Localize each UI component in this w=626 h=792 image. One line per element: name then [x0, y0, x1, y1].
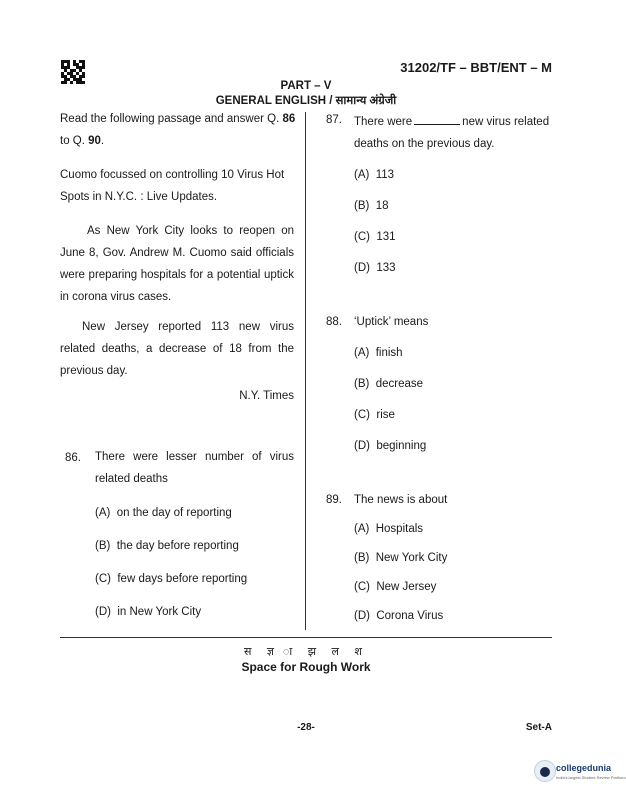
question-86-option-b[interactable]: (B) the day before reporting: [95, 540, 239, 552]
rough-work-hindi: स ज्ञ ा झ ल श: [244, 645, 368, 658]
question-87-option-a[interactable]: (A) 113: [354, 169, 395, 181]
question-88-number: 88.: [326, 316, 342, 328]
question-89-option-d[interactable]: (D) Corona Virus: [354, 610, 444, 622]
passage-paragraph-1: As New York City looks to reopen on June 8, Gov. Andrew M. Cuomo said officials were preparing hospitals for a potential uptick in corona virus cases.: [60, 225, 294, 303]
question-88-option-b[interactable]: (B) decrease: [354, 378, 424, 390]
passage-headline: Cuomo focussed on controlling 10 Virus Hot Spots in N.Y.C. : Live Updates.: [60, 169, 285, 203]
question-88-option-d[interactable]: (D) beginning: [354, 440, 427, 452]
question-86-text: There were lesser number of virus related deaths: [95, 451, 294, 485]
question-88-text: ‘Uptick’ means: [354, 316, 429, 328]
paper-code: 31202/TF – BBT/ENT – M: [400, 60, 552, 75]
question-86-option-c[interactable]: (C) few days before reporting: [95, 573, 248, 585]
question-86-option-a[interactable]: (A) on the day of reporting: [95, 507, 232, 519]
logo-brand: collegedunia: [556, 763, 612, 773]
question-89-option-c[interactable]: (C) New Jersey: [354, 581, 437, 593]
rough-work-divider: [60, 637, 552, 638]
question-87-text-line2: deaths on the previous day.: [354, 138, 495, 150]
question-87-option-b[interactable]: (B) 18: [354, 200, 389, 212]
question-89-text: The news is about: [354, 494, 448, 506]
question-86-number: 86.: [65, 452, 81, 464]
question-89-number: 89.: [326, 494, 342, 506]
section-title: GENERAL ENGLISH / सामान्य अंग्रेजी: [215, 95, 397, 107]
rough-work-label: Space for Rough Work: [241, 660, 371, 674]
passage-source: N.Y. Times: [239, 390, 294, 402]
question-88-option-a[interactable]: (A) finish: [354, 347, 403, 359]
question-87-text: There were new virus related: [354, 116, 550, 128]
question-86-option-d[interactable]: (D) in New York City: [95, 606, 202, 618]
set-label: Set-A: [525, 722, 552, 733]
question-87-option-c[interactable]: (C) 131: [354, 231, 396, 243]
page-number: -28-: [297, 722, 315, 733]
passage-paragraph-2: New Jersey reported 113 new virus related deaths, a decrease of 18 from the previous day.: [60, 321, 294, 377]
question-87-option-d[interactable]: (D) 133: [354, 262, 396, 274]
answer-blank: [414, 114, 460, 125]
mascot-icon: [534, 760, 556, 782]
logo-tagline: India's largest Student Review Platform: [556, 775, 626, 780]
collegedunia-logo: [534, 758, 626, 786]
passage-instruction: Read the following passage and answer Q. 86 to Q. 90.: [60, 113, 296, 147]
q-to: 90: [88, 135, 101, 147]
q-from: 86: [282, 113, 296, 125]
part-title: PART – V: [280, 80, 332, 92]
question-88-option-c[interactable]: (C) rise: [354, 409, 395, 421]
question-89-option-b[interactable]: (B) New York City: [354, 552, 448, 564]
column-divider: [305, 112, 306, 630]
question-87-number: 87.: [326, 114, 342, 126]
question-89-option-a[interactable]: (A) Hospitals: [354, 523, 424, 535]
